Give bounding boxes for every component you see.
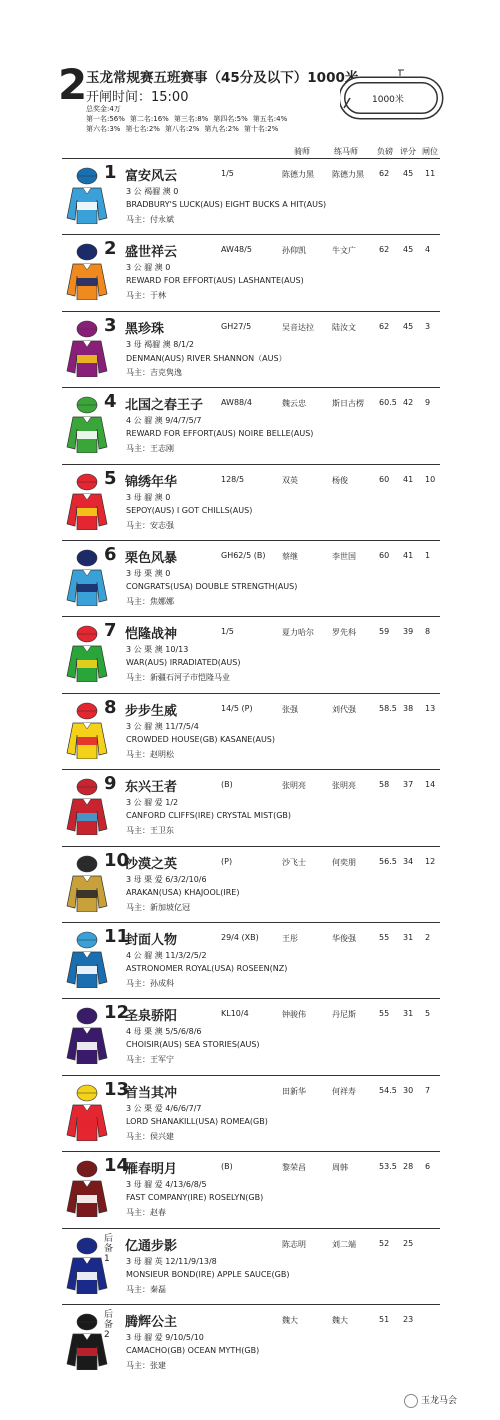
horse-name: 沙漠之英 — [125, 856, 178, 872]
horse-rating: 38 — [403, 703, 414, 713]
col-trainer: 练马师 — [334, 147, 358, 156]
race-header — [0, 0, 500, 150]
horse-row — [0, 998, 500, 1074]
horse-draw: 14 — [425, 780, 436, 790]
horse-owner: 马主：于林 — [126, 291, 166, 301]
horse-weight: 53.5 — [379, 1162, 397, 1172]
horse-pedigree: WAR(AUS) IRRADIATED(AUS) — [126, 658, 241, 668]
horse-jockey: 双英 — [282, 475, 298, 485]
horse-jockey: 田新华 — [282, 1086, 306, 1096]
horse-owner: 马主：孙成科 — [126, 979, 174, 988]
start-time: 开闸时间：15:00 — [86, 90, 189, 105]
horse-row — [0, 158, 500, 234]
horse-info: 3 母 栗 澳 0 — [126, 569, 171, 578]
horse-info: 3 公 栗 澳 10/13 — [126, 645, 189, 655]
horse-odds: 14/5 (P) — [221, 703, 253, 713]
horse-owner: 马主：侯兴建 — [126, 1131, 174, 1141]
horse-jockey: 蔡继 — [282, 552, 298, 561]
horse-trainer: 丹尼斯 — [332, 1010, 356, 1020]
horse-weight: 62 — [379, 169, 390, 178]
horse-number: 12 — [104, 1002, 130, 1024]
horse-name: 恺隆战神 — [125, 627, 178, 643]
horse-trainer: 何奕朋 — [332, 857, 356, 867]
horse-jockey: 魏云忠 — [282, 399, 306, 409]
horse-owner: 马主：秦磊 — [126, 1284, 166, 1294]
horse-rating: 41 — [403, 551, 414, 560]
horse-number: 1 — [104, 162, 117, 183]
horse-trainer: 华俊强 — [332, 934, 356, 943]
horse-jockey: 陈德力黑 — [282, 170, 314, 179]
col-weight: 负磅 — [377, 147, 393, 156]
horse-rating: 31 — [403, 933, 414, 942]
horse-info: 3 公 褐骝 澳 0 — [126, 187, 179, 196]
horse-number: 13 — [104, 1078, 130, 1100]
horse-row — [0, 693, 500, 769]
horse-info: 4 公 骝 澳 9/4/7/5/7 — [126, 416, 202, 426]
horse-jockey: 陈志明 — [282, 1239, 306, 1249]
horse-owner: 马主：焦娜娜 — [126, 597, 174, 606]
horse-row — [0, 540, 500, 616]
horse-row — [0, 846, 500, 922]
horse-number: 6 — [104, 544, 117, 565]
horse-weight: 60 — [379, 551, 390, 560]
horse-odds: AW88/4 — [221, 398, 252, 408]
horse-odds: 1/5 — [221, 627, 234, 637]
horse-pedigree: REWARD FOR EFFORT(AUS) NOIRE BELLE(AUS) — [126, 429, 314, 439]
horse-trainer: 李世国 — [332, 552, 356, 561]
horse-pedigree: CAMACHO(GB) OCEAN MYTH(GB) — [126, 1346, 260, 1355]
horse-jockey: 钟骏伟 — [282, 1010, 306, 1020]
horse-row — [0, 234, 500, 310]
horse-info: 3 母 栗 爱 6/3/2/10/6 — [126, 874, 207, 884]
horse-pedigree: BRADBURY'S LUCK(AUS) EIGHT BUCKS A HIT(AUS) — [126, 200, 327, 209]
horse-rating: 45 — [403, 169, 414, 178]
horse-odds: (P) — [221, 856, 233, 866]
horse-weight: 55 — [379, 1009, 390, 1019]
horse-draw: 5 — [425, 1009, 431, 1019]
horse-number: 后备1 — [104, 1233, 114, 1264]
horse-row — [0, 616, 500, 692]
horse-weight: 60 — [379, 474, 390, 484]
horse-info: 3 公 骝 澳 0 — [126, 263, 171, 273]
horse-jockey: 沙飞士 — [282, 857, 306, 867]
horse-trainer: 斯日古楞 — [332, 399, 364, 409]
horse-row — [0, 1304, 500, 1380]
horse-number: 5 — [104, 467, 117, 489]
horse-pedigree: SEPOY(AUS) I GOT CHILLS(AUS) — [126, 505, 253, 515]
horse-trainer: 陈德力黑 — [332, 170, 364, 179]
horse-number: 2 — [104, 238, 117, 260]
horse-rating: 39 — [403, 627, 414, 637]
col-rating: 评分 — [400, 147, 416, 156]
horse-owner: 马主：新疆石河子市恺隆马业 — [126, 673, 230, 683]
horse-trainer: 刘二端 — [332, 1239, 356, 1249]
horse-draw: 10 — [425, 474, 436, 484]
horse-draw: 4 — [425, 245, 431, 255]
horse-row — [0, 1228, 500, 1304]
col-jockey: 骑师 — [294, 147, 310, 156]
horse-info: 3 公 栗 爱 4/6/6/7/7 — [126, 1103, 202, 1113]
footer-brand: 玉龙马会 — [404, 1393, 457, 1408]
horse-trainer: 刘代强 — [332, 704, 356, 714]
horse-jockey: 孙仰凯 — [282, 246, 306, 256]
horse-draw: 3 — [425, 321, 431, 331]
horse-owner: 马主：赵明松 — [126, 749, 174, 759]
horse-row — [0, 1151, 500, 1227]
horse-jockey: 王彤 — [282, 934, 298, 943]
horse-jockey: 夏力哈尔 — [282, 628, 314, 638]
col-draw: 闸位 — [422, 147, 438, 156]
horse-info: 3 公 骝 澳 11/7/5/4 — [126, 721, 199, 731]
horse-info: 3 母 骝 爱 4/13/6/8/5 — [126, 1180, 207, 1190]
horse-draw: 8 — [425, 627, 431, 637]
horse-owner: 马主：赵春 — [126, 1208, 166, 1218]
horse-odds: (B) — [221, 1162, 233, 1172]
horse-row — [0, 387, 500, 463]
horse-owner: 马主：王卫东 — [126, 826, 174, 836]
horse-name: 腾辉公主 — [125, 1315, 178, 1330]
horse-trainer: 何祥寿 — [332, 1086, 356, 1096]
horse-weight: 55 — [379, 933, 390, 942]
horse-pedigree: ARAKAN(USA) KHAJOOL(IRE) — [126, 887, 240, 897]
horse-rating: 45 — [403, 321, 414, 331]
prize-distribution-row2: 第六名:3% 第七名:2% 第八名:2% 第九名:2% 第十名:2% — [86, 125, 279, 133]
horse-jockey: 魏大 — [282, 1316, 298, 1325]
horse-weight: 62 — [379, 245, 390, 255]
horse-row — [0, 464, 500, 540]
horse-trainer: 牛文广 — [332, 246, 356, 256]
horse-rating: 30 — [403, 1085, 414, 1095]
horse-row — [0, 769, 500, 845]
horse-odds: 128/5 — [221, 474, 245, 484]
horse-draw: 2 — [425, 933, 431, 942]
horse-name: 锦绣年华 — [125, 474, 178, 490]
horse-pedigree: REWARD FOR EFFORT(AUS) LASHANTE(AUS) — [126, 276, 304, 286]
horse-owner: 马主：张建 — [126, 1361, 166, 1370]
horse-pedigree: CANFORD CLIFFS(IRE) CRYSTAL MIST(GB) — [126, 811, 291, 821]
horse-info: 3 母 骝 英 12/11/9/13/8 — [126, 1256, 217, 1266]
horse-trainer: 罗先科 — [332, 628, 356, 638]
horse-odds: GH62/5 (B) — [221, 551, 266, 560]
horse-trainer: 杨俊 — [332, 475, 348, 485]
horse-name: 步步生威 — [125, 703, 178, 719]
horse-number: 3 — [104, 314, 117, 336]
prize-distribution-row1: 第一名:56% 第二名:16% 第三名:8% 第四名:5% 第五名:4% — [86, 115, 288, 123]
horse-number: 10 — [104, 849, 130, 871]
horse-row — [0, 1075, 500, 1151]
horse-pedigree: CHOISIR(AUS) SEA STORIES(AUS) — [126, 1040, 260, 1050]
horse-jockey: 黎荣昌 — [282, 1163, 306, 1173]
track-distance-label: 1000米 — [372, 95, 404, 105]
horse-number: 9 — [104, 773, 117, 795]
horse-pedigree: MONSIEUR BOND(IRE) APPLE SAUCE(GB) — [126, 1269, 290, 1279]
horse-info: 4 公 骝 澳 11/3/2/5/2 — [126, 951, 207, 960]
horse-owner: 马主：王志刚 — [126, 444, 174, 454]
horse-pedigree: CONGRATS(USA) DOUBLE STRENGTH(AUS) — [126, 582, 298, 591]
horse-number: 11 — [104, 926, 130, 947]
horse-name: 封面人物 — [125, 933, 178, 948]
horse-rating: 42 — [403, 398, 414, 408]
horse-number: 14 — [104, 1155, 130, 1177]
horse-weight: 58 — [379, 780, 390, 790]
horse-odds: 1/5 — [221, 169, 234, 178]
wechat-icon — [404, 1394, 418, 1408]
horse-info: 4 母 栗 澳 5/5/6/8/6 — [126, 1027, 202, 1037]
horse-trainer: 陆汝文 — [332, 322, 356, 332]
horse-name: 富安风云 — [125, 169, 178, 184]
horse-weight: 56.5 — [379, 856, 397, 866]
horse-weight: 51 — [379, 1315, 390, 1324]
horse-name: 黑珍珠 — [125, 321, 165, 337]
horse-name: 北国之春王子 — [125, 398, 204, 414]
horse-draw: 12 — [425, 856, 436, 866]
horse-draw: 13 — [425, 703, 436, 713]
race-title: 玉龙常规赛五班赛事（45分及以下）1000米 — [86, 70, 359, 86]
horse-draw: 7 — [425, 1085, 431, 1095]
horse-weight: 62 — [379, 321, 390, 331]
horse-rating: 23 — [403, 1315, 414, 1324]
horse-odds: GH27/5 — [221, 321, 252, 331]
horse-owner: 马主：新加坡亿冠 — [126, 902, 190, 912]
horse-info: 3 公 骝 爱 1/2 — [126, 798, 179, 808]
horse-weight: 58.5 — [379, 703, 397, 713]
horse-rating: 37 — [403, 780, 414, 790]
horse-info: 3 母 骝 澳 0 — [126, 492, 171, 502]
horse-rating: 31 — [403, 1009, 414, 1019]
race-number: 2 — [58, 60, 88, 109]
horse-weight: 60.5 — [379, 398, 397, 408]
horse-name: 盛世祥云 — [125, 245, 178, 261]
horse-jockey: 吴音达拉 — [282, 322, 314, 332]
horse-rating: 28 — [403, 1162, 414, 1172]
horse-jockey: 张强 — [282, 704, 298, 714]
horse-name: 栗色风暴 — [125, 551, 178, 566]
horse-name: 雁春明月 — [125, 1162, 178, 1178]
horse-owner: 马主：王军宁 — [126, 1055, 174, 1065]
horse-weight: 59 — [379, 627, 390, 637]
horse-info: 3 母 骝 爱 9/10/5/10 — [126, 1333, 204, 1342]
horse-rating: 45 — [403, 245, 414, 255]
total-prize: 总奖金:4万 — [86, 105, 121, 113]
horse-draw: 11 — [425, 169, 436, 178]
horse-odds: KL10/4 — [221, 1009, 249, 1019]
horse-pedigree: FAST COMPANY(IRE) ROSELYN(GB) — [126, 1193, 264, 1203]
horse-pedigree: DENMAN(AUS) RIVER SHANNON（AUS） — [126, 353, 287, 363]
horse-odds: AW48/5 — [221, 245, 252, 255]
horse-trainer: 周韩 — [332, 1163, 348, 1173]
horse-number: 7 — [104, 620, 117, 642]
horse-owner: 马主：吉克隽逸 — [126, 367, 182, 377]
horse-name: 东兴王者 — [125, 780, 178, 796]
horse-number: 4 — [104, 391, 117, 413]
horse-name: 首当其冲 — [125, 1085, 178, 1101]
horse-number: 后备2 — [104, 1310, 114, 1340]
horse-name: 圣泉骄阳 — [125, 1009, 178, 1025]
horse-pedigree: ASTRONOMER ROYAL(USA) ROSEEN(NZ) — [126, 964, 288, 973]
horse-draw: 1 — [425, 551, 431, 560]
horse-trainer: 张明亮 — [332, 781, 356, 791]
horse-pedigree: CROWDED HOUSE(GB) KASANE(AUS) — [126, 734, 276, 744]
horse-pedigree: LORD SHANAKILL(USA) ROMEA(GB) — [126, 1116, 268, 1126]
horse-name: 亿通步影 — [125, 1238, 178, 1254]
horse-number: 8 — [104, 696, 117, 718]
horse-rating: 34 — [403, 856, 414, 866]
horse-row — [0, 311, 500, 387]
horse-weight: 54.5 — [379, 1085, 397, 1095]
horse-rating: 25 — [403, 1238, 414, 1248]
horse-trainer: 魏大 — [332, 1316, 348, 1325]
horse-info: 3 母 褐骝 澳 8/1/2 — [126, 339, 194, 349]
horse-rating: 41 — [403, 474, 414, 484]
horse-draw: 6 — [425, 1162, 431, 1172]
horse-weight: 52 — [379, 1238, 390, 1248]
horse-owner: 马主：付永斌 — [126, 215, 174, 224]
horse-jockey: 张明亮 — [282, 781, 306, 791]
horse-draw: 9 — [425, 398, 431, 408]
horse-odds: (B) — [221, 780, 233, 790]
horse-odds: 29/4 (XB) — [221, 933, 259, 942]
horse-owner: 马主：安志强 — [126, 520, 174, 530]
horse-row — [0, 922, 500, 998]
